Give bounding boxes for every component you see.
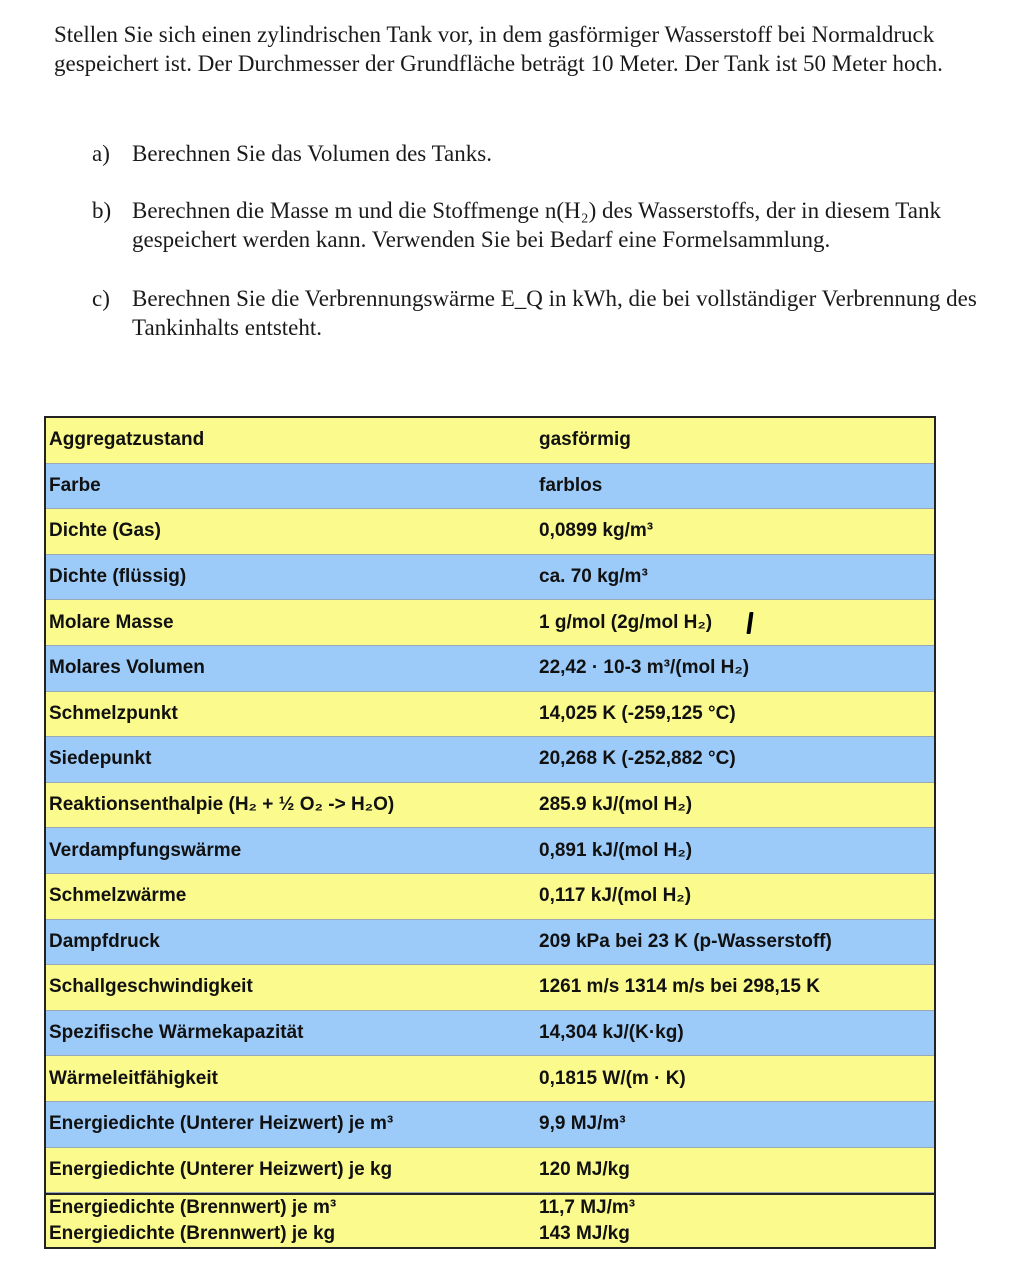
- table-row: [46, 874, 934, 920]
- task-b: [92, 196, 1007, 254]
- property-value-cell: [539, 612, 934, 634]
- property-value: 120 MJ/kg: [539, 1158, 630, 1180]
- table-row: [46, 1056, 934, 1102]
- property-label: Schmelzpunkt: [49, 702, 178, 724]
- property-value: 0,891 kJ/(mol H₂): [539, 839, 693, 861]
- property-label: Dampfdruck: [49, 930, 160, 952]
- property-value: 20,268 K (-252,882 °C): [539, 748, 736, 770]
- property-value: 1261 m/s 1314 m/s bei 298,15 K: [539, 976, 820, 998]
- task-a-letter: a): [92, 141, 110, 166]
- property-label: Energiedichte (Unterer Heizwert) je kg: [49, 1158, 393, 1180]
- property-label: Energiedichte (Brennwert) je kg: [49, 1222, 336, 1244]
- table-row: [46, 965, 934, 1011]
- table-row: [46, 1011, 934, 1057]
- property-value: 1 g/mol (2g/mol H₂): [539, 611, 713, 633]
- table-row: [46, 920, 934, 966]
- property-label: Dichte (flüssig): [49, 566, 187, 588]
- task-c-letter: c): [92, 286, 110, 311]
- property-value: 209 kPa bei 23 K (p-Wasserstoff): [539, 930, 832, 952]
- table-row: [46, 509, 934, 555]
- property-label: Dichte (Gas): [49, 520, 161, 542]
- property-label: Reaktionsenthalpie (H₂ + ½ O₂ -> H₂O): [49, 794, 395, 816]
- table-row: [46, 737, 934, 783]
- hydrogen-properties-table: [44, 416, 936, 1249]
- property-label: Energiedichte (Unterer Heizwert) je m³: [49, 1113, 394, 1135]
- property-value: 14,304 kJ/(K·kg): [539, 1022, 684, 1044]
- property-value: gasförmig: [539, 429, 631, 451]
- property-value: 14,025 K (-259,125 °C): [539, 702, 736, 724]
- table-row: [46, 1102, 934, 1148]
- property-label: Aggregatzustand: [49, 429, 205, 451]
- task-intro: Stellen Sie sich einen zylindrischen Tank vor, in dem gasförmiger Wasserstoff bei Normaldruck gespeichert ist. Der Durchmesser der Grundfläche beträgt 10 Meter. Der Tank ist 50 Meter hoch.: [54, 22, 943, 76]
- table-row: [46, 646, 934, 692]
- property-label: Schmelzwärme: [49, 885, 187, 907]
- task-c-text: Berechnen Sie die Verbrennungswärme E_Q in kWh, die bei vollständiger Verbrennung des Tankinhalts entsteht.: [132, 286, 977, 340]
- task-b-text: Berechnen die Masse m und die Stoffmenge n(H₂) des Wasserstoffs, der in diesem Tank gespeichert werden kann. Verwenden Sie bei Bedarf eine Formelsammlung.: [132, 198, 941, 252]
- property-value: 285.9 kJ/(mol H₂): [539, 794, 693, 816]
- property-value: 22,42 · 10-3 m³/(mol H₂): [539, 657, 750, 679]
- property-label: Energiedichte (Brennwert) je m³: [49, 1196, 337, 1218]
- property-label: Spezifische Wärmekapazität: [49, 1022, 304, 1044]
- task-a-text: Berechnen Sie das Volumen des Tanks.: [132, 141, 492, 166]
- property-value: farblos: [539, 474, 603, 496]
- property-value: 143 MJ/kg: [539, 1222, 630, 1244]
- table-row: [46, 828, 934, 874]
- property-label: Schallgeschwindigkeit: [49, 976, 253, 998]
- property-value: ca. 70 kg/m³: [539, 566, 648, 588]
- property-label: Molare Masse: [49, 611, 174, 633]
- property-label: Wärmeleitfähigkeit: [49, 1067, 218, 1089]
- property-label: Farbe: [49, 474, 101, 496]
- property-label: Molares Volumen: [49, 657, 205, 679]
- property-label: Verdampfungswärme: [49, 839, 242, 861]
- table-row: [46, 783, 934, 829]
- task-a: [92, 139, 1007, 168]
- table-row: [46, 1148, 934, 1194]
- property-value: 11,7 MJ/m³: [539, 1196, 636, 1218]
- table-row: [46, 464, 934, 510]
- handwritten-mark: [747, 612, 754, 634]
- property-label: Siedepunkt: [49, 748, 152, 770]
- table-row: [46, 418, 934, 464]
- table-row: [46, 1193, 934, 1220]
- table-row: [46, 692, 934, 738]
- task-c: [92, 284, 1007, 342]
- table-row: [46, 600, 934, 646]
- table-row: [46, 1220, 934, 1247]
- property-value: 0,117 kJ/(mol H₂): [539, 885, 692, 907]
- property-value: 9,9 MJ/m³: [539, 1113, 626, 1135]
- table-row: [46, 555, 934, 601]
- task-b-letter: b): [92, 198, 112, 223]
- property-value: 0,0899 kg/m³: [539, 520, 654, 542]
- property-value: 0,1815 W/(m · K): [539, 1067, 686, 1089]
